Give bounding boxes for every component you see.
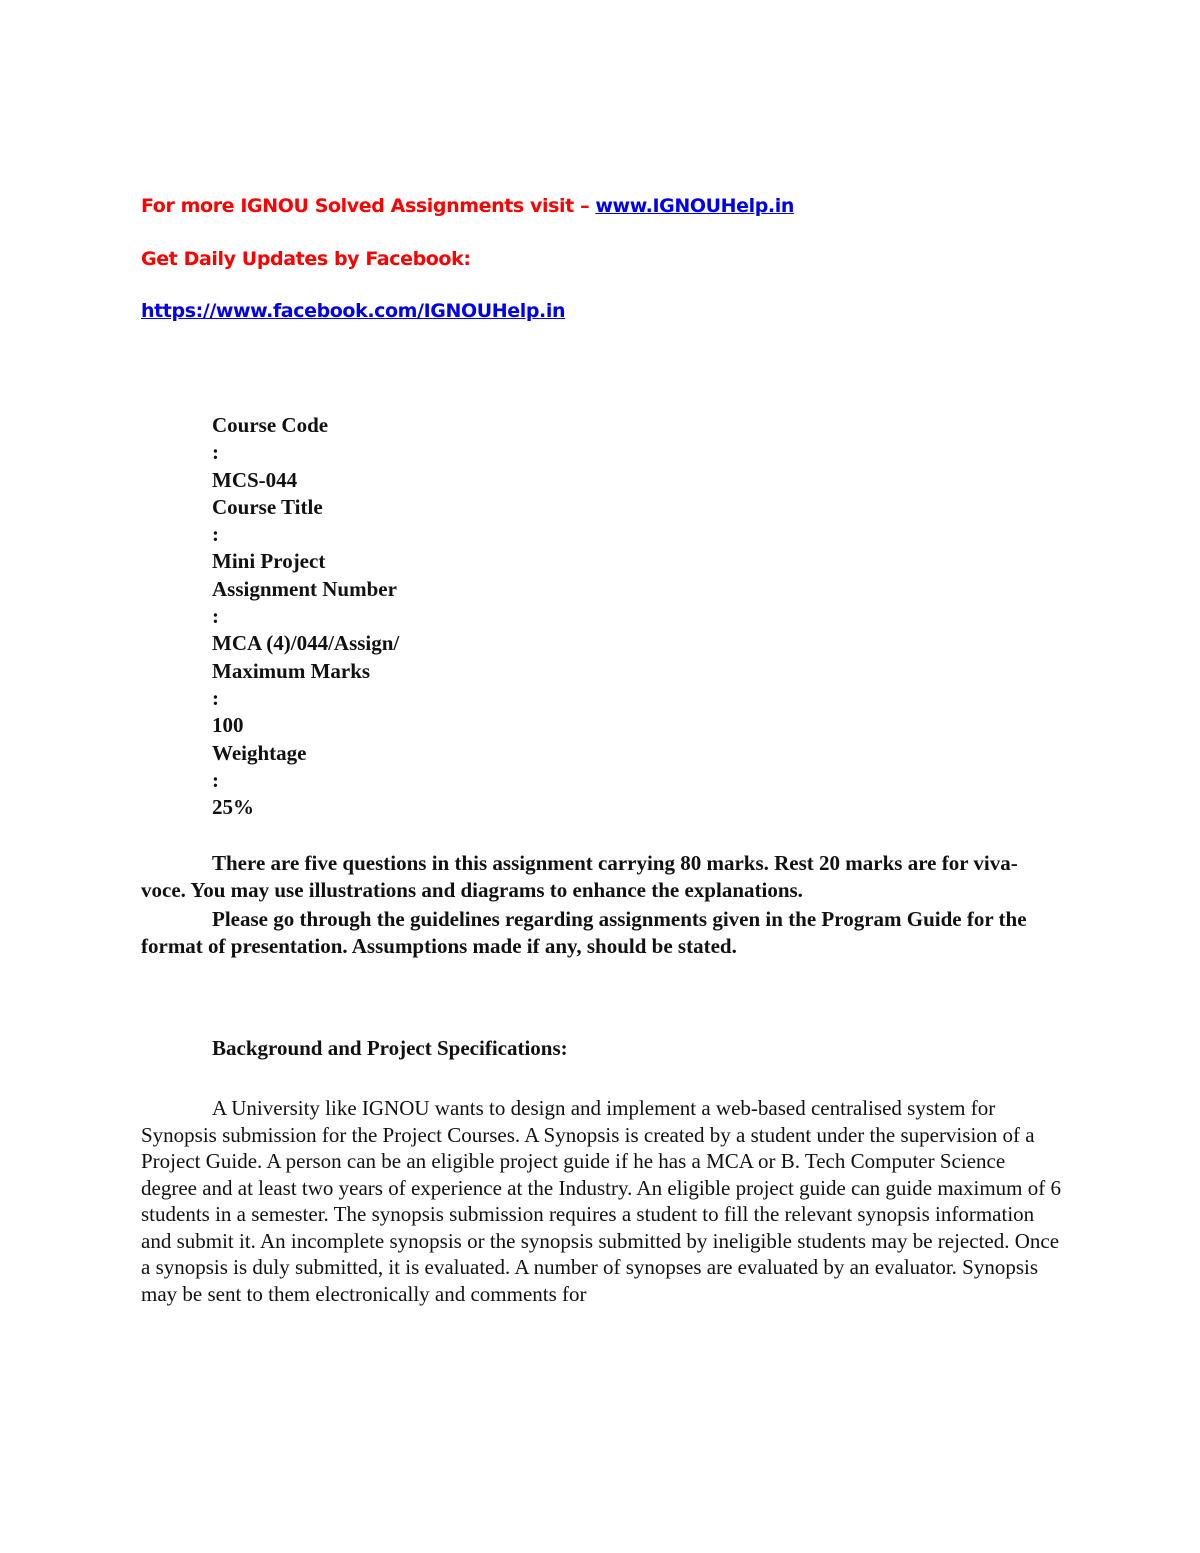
course-code-label: Course Code xyxy=(212,413,329,437)
promo-visit-text: For more IGNOU Solved Assignments visit – xyxy=(141,195,596,217)
maximum-marks-separator: : xyxy=(212,685,219,710)
promo-facebook-text: Get Daily Updates by Facebook: xyxy=(141,248,471,270)
background-paragraph: A University like IGNOU wants to design and implement a web-based centralised system for Synopsis submission for the Project Courses. A Synopsis is created by a student under the supervision of a Project Guide. A person can be an eligible project guide if he has a MCA or B. Tech Computer Science degree and at least two years of experience at the Industry. An eligible project guide can guide maximum of 6 students in a semester. The synopsis submission requires a student to fill the relevant synopsis information and submit it. An incomplete synopsis or the synopsis submitted by ineligible students may be rejected. Once a synopsis is duly submitted, it is evaluated. A number of synopses are evaluated by an evaluator. Synopsis may be sent to them electronically and comments for xyxy=(141,1096,1061,1306)
background-heading: Background and Project Specifications: xyxy=(212,1036,568,1060)
course-code-separator: : xyxy=(212,440,219,465)
course-code-value: MCS-044 xyxy=(212,467,298,492)
instructions-paragraph-1: There are five questions in this assignment carrying 80 marks. Rest 20 marks are for viva-voce. You may use illustrations and diagrams to enhance the explanations. xyxy=(141,851,1018,902)
assignment-number-value: MCA (4)/044/Assign/ xyxy=(212,631,400,656)
weightage-label: Weightage xyxy=(212,740,307,765)
weightage-separator: : xyxy=(212,767,219,792)
maximum-marks-label: Maximum Marks xyxy=(212,658,371,683)
site-link[interactable]: www.IGNOUHelp.in xyxy=(595,195,794,217)
assignment-number-separator: : xyxy=(212,604,219,629)
instructions-paragraph-2: Please go through the guidelines regarding assignments given in the Program Guide for the format of presentation. Assumptions made if any, should be stated. xyxy=(141,907,1027,958)
assignment-number-label: Assignment Number xyxy=(212,576,397,601)
course-title-separator: : xyxy=(212,522,219,547)
promo-visit-line xyxy=(141,195,794,217)
course-title-value: Mini Project xyxy=(212,549,326,574)
course-details xyxy=(212,412,399,821)
weightage-value: 25% xyxy=(212,795,254,820)
maximum-marks-value: 100 xyxy=(212,713,244,738)
course-title-label: Course Title xyxy=(212,494,323,519)
facebook-link[interactable]: https://www.facebook.com/IGNOUHelp.in xyxy=(141,300,566,322)
